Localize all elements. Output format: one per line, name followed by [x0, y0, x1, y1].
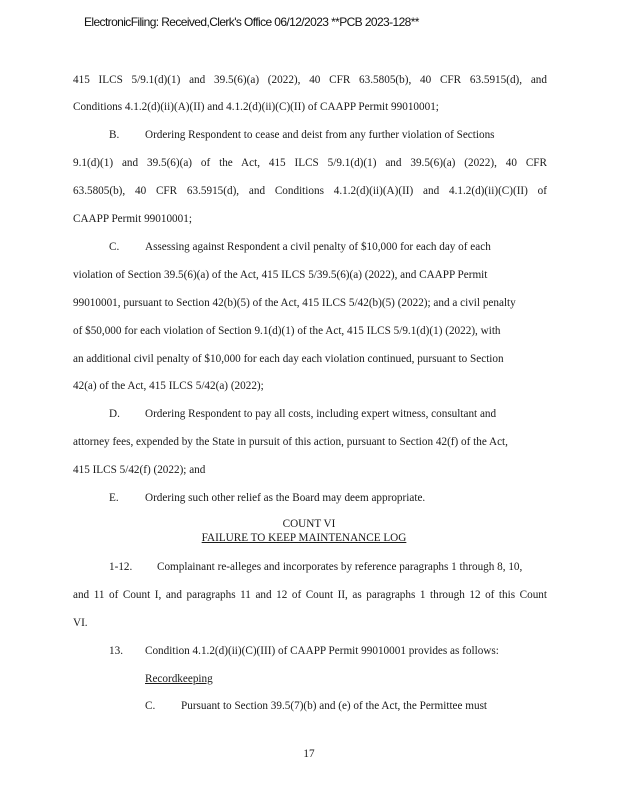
count-title: COUNT VI	[282, 518, 336, 530]
body-line: of $50,000 for each violation of Section 9.1(d)(1) of the Act, 415 ILCS 5/9.1(d)(1) (2022), with	[73, 325, 501, 337]
body-line: 99010001, pursuant to Section 42(b)(5) of the Act, 415 ILCS 5/42(b)(5) (2022); and a civil penalty	[73, 297, 516, 309]
body-line: 415 ILCS 5/42(f) (2022); and	[73, 464, 206, 476]
body-line: Complainant re-alleges and incorporates by reference paragraphs 1 through 8, 10,	[157, 561, 523, 573]
body-line: 415 ILCS 5/9.1(d)(1) and 39.5(6)(a) (2022), 40 CFR 63.5805(b), 40 CFR 63.5915(d), and	[73, 74, 547, 86]
sub-item-label-c: C.	[145, 700, 156, 712]
body-line: attorney fees, expended by the State in pursuit of this action, pursuant to Section 42(f) of the Act,	[73, 436, 508, 448]
body-line: 63.5805(b), 40 CFR 63.5915(d), and Conditions 4.1.2(d)(ii)(A)(II) and 4.1.2(d)(ii)(C)(II) of	[73, 185, 547, 197]
count-subtitle	[0, 531, 618, 545]
item-label-c: C.	[109, 241, 120, 253]
body-line: VI.	[73, 617, 88, 629]
item-label-e: E.	[109, 492, 119, 504]
paragraph-label-1-12: 1-12.	[109, 561, 133, 573]
body-line: Ordering Respondent to pay all costs, including expert witness, consultant and	[145, 408, 497, 420]
paragraph-label-13: 13.	[109, 645, 123, 657]
body-line: Ordering such other relief as the Board may deem appropriate.	[145, 492, 426, 504]
body-line: Pursuant to Section 39.5(7)(b) and (e) of the Act, the Permittee must	[181, 700, 488, 712]
body-line: CAAPP Permit 99010001;	[73, 213, 192, 225]
body-line: Assessing against Respondent a civil penalty of $10,000 for each day of each	[145, 241, 491, 253]
item-label-d: D.	[109, 408, 120, 420]
body-line: an additional civil penalty of $10,000 for each day each violation continued, pursuant to Section	[73, 353, 504, 365]
count-subtitle-text: FAILURE TO KEEP MAINTENANCE LOG	[201, 532, 407, 544]
filing-stamp: ElectronicFiling: Received,Clerk's Office 06/12/2023 **PCB 2023-128**	[84, 15, 419, 29]
page-number: 17	[303, 748, 315, 760]
body-line: Conditions 4.1.2(d)(ii)(A)(II) and 4.1.2(d)(ii)(C)(II) of CAAPP Permit 99010001;	[73, 101, 439, 113]
recordkeeping-heading: Recordkeeping	[145, 673, 213, 685]
body-line: violation of Section 39.5(6)(a) of the Act, 415 ILCS 5/39.5(6)(a) (2022), and CAAPP Permit	[73, 269, 488, 281]
item-label-b: B.	[109, 129, 120, 141]
body-line: and 11 of Count I, and paragraphs 11 and 12 of Count II, as paragraphs 1 through 12 of this Count	[73, 589, 547, 601]
body-line: Ordering Respondent to cease and deist from any further violation of Sections	[145, 129, 495, 141]
body-line: Condition 4.1.2(d)(ii)(C)(III) of CAAPP Permit 99010001 provides as follows:	[145, 645, 499, 657]
body-line: 42(a) of the Act, 415 ILCS 5/42(a) (2022);	[73, 380, 264, 392]
body-line: 9.1(d)(1) and 39.5(6)(a) of the Act, 415 ILCS 5/9.1(d)(1) and 39.5(6)(a) (2022), 40 CFR	[73, 157, 547, 169]
